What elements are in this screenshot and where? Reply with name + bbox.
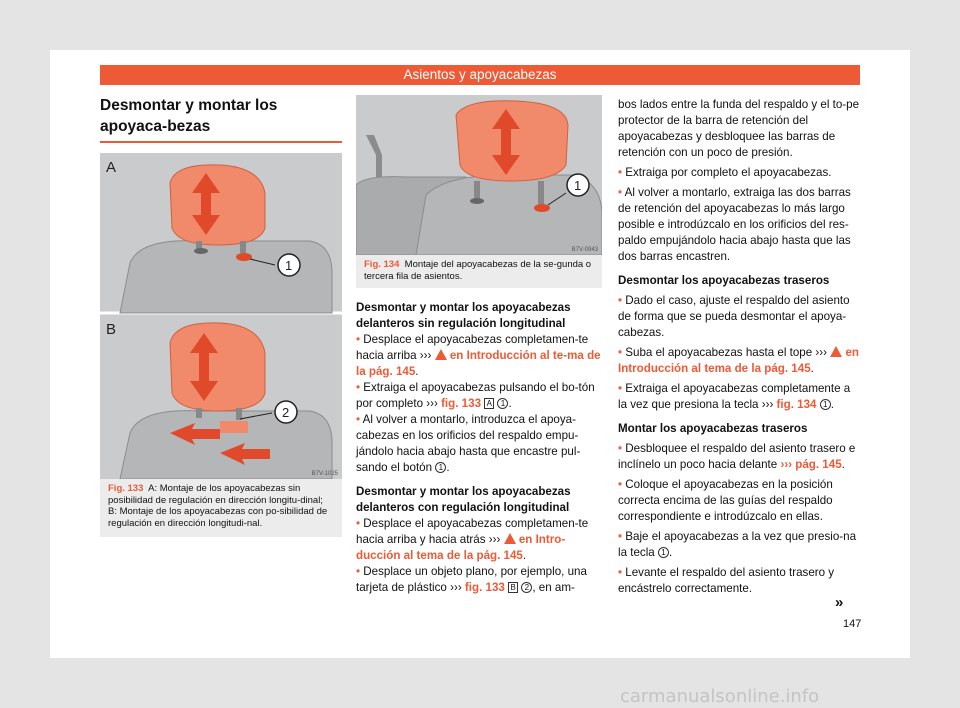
text: Extraiga el apoyacabezas pulsando el bo-tón por completo ››› bbox=[356, 381, 595, 410]
item-number: 1 bbox=[435, 462, 446, 473]
paragraph bbox=[618, 293, 860, 341]
warning-icon bbox=[504, 533, 516, 544]
caption-text: Montaje del apoyacabezas de la se-gunda o tercera fila de asientos. bbox=[364, 259, 592, 282]
watermark: carmanualsonline.info bbox=[620, 686, 820, 707]
continue-mark: » bbox=[835, 594, 844, 611]
warning-icon bbox=[830, 346, 842, 357]
bullet: • bbox=[356, 517, 364, 530]
text: Extraiga el apoyacabezas completamente a la vez que presiona la tecla ››› bbox=[618, 382, 851, 411]
text: Al volver a montarlo, extraiga las dos barras de retención del apoyacabezas lo más largo posible e introdúzcalo en los orificios del res-paldo empujándolo hacia abajo hasta que las dos barras encastren. bbox=[618, 186, 851, 263]
bullet: • bbox=[618, 186, 625, 199]
bullet: • bbox=[356, 333, 364, 346]
paragraph: • Extraiga el apoyacabezas pulsando el bo-tón por completo ››› fig. 133 A 1 . bbox=[356, 381, 595, 410]
subheading-montar-traseros: Montar los apoyacabezas traseros bbox=[618, 422, 808, 435]
text: , en am- bbox=[532, 581, 575, 594]
text: Extraiga por completo el apoyacabezas. bbox=[625, 166, 832, 179]
bullet: • bbox=[356, 565, 364, 578]
figure-part-label: B bbox=[508, 582, 518, 593]
bullet: • bbox=[618, 346, 626, 359]
bullet: • bbox=[618, 294, 626, 307]
paragraph bbox=[618, 477, 860, 525]
text: Al volver a montarlo, introduzca el apoya-cabezas en los orificios del respaldo empu-jándolo hacia abajo hasta que encastre pul-sando el botón bbox=[356, 413, 581, 474]
title-rule bbox=[100, 141, 342, 143]
warning-icon bbox=[435, 349, 447, 360]
page-link[interactable]: ››› pág. 145 bbox=[780, 458, 842, 471]
cross-reference-link[interactable]: en Intro-ducción al tema de la pág. 145 bbox=[356, 533, 566, 562]
paragraph: • Al volver a montarlo, introduzca el apoya-cabezas en los orificios del respaldo empu-jándolo hacia abajo hasta que encastre pul-sando el botón 1 . bbox=[356, 413, 581, 474]
paragraph: • Desbloquee el respaldo del asiento trasero e inclínelo un poco hacia delante ››› pág. 145. bbox=[618, 442, 856, 471]
item-number: 1 bbox=[820, 399, 831, 410]
paragraph bbox=[618, 165, 860, 181]
bullet: • bbox=[618, 442, 626, 455]
cross-reference-link[interactable]: en Introducción al tema de la pág. 145 bbox=[618, 346, 860, 375]
paragraph: • Desplace el apoyacabezas completamen-te hacia arriba y hacia atrás ››› en Intro-ducción al tema de la pág. 145. bbox=[356, 517, 589, 562]
column-right bbox=[618, 97, 860, 597]
text: Levante el respaldo del asiento trasero y encástrelo correctamente. bbox=[618, 566, 835, 595]
bullet: • bbox=[618, 478, 626, 491]
text: Desplace un objeto plano, por ejemplo, una tarjeta de plástico ››› bbox=[356, 565, 587, 594]
subheading-con-regulacion: Desmontar y montar los apoyacabezas delanteros con regulación longitudinal bbox=[356, 485, 571, 514]
paragraph: • Extraiga el apoyacabezas completamente a la vez que presiona la tecla ››› fig. 134 1 . bbox=[618, 382, 851, 411]
caption-text: A: Montaje de los apoyacabezas sin posibilidad de regulación en dirección longitu-dinal; B: Montaje de los apoyacabezas con po-sibilidad de regulación en dirección longitudi-nal. bbox=[108, 483, 328, 529]
paragraph: • Desplace el apoyacabezas completamen-te hacia arriba ››› en Introducción al te-ma de la pág. 145. bbox=[356, 333, 601, 378]
bullet: • bbox=[356, 381, 364, 394]
text: Coloque el apoyacabezas en la posición correcta encima de las guías del respaldo correspondiente e introdúzcalo en ellas. bbox=[618, 478, 833, 523]
figure-134-image bbox=[356, 95, 602, 255]
column-left bbox=[100, 95, 342, 537]
subheading-desmontar-traseros: Desmontar los apoyacabezas traseros bbox=[618, 274, 830, 287]
bullet: • bbox=[618, 166, 626, 179]
callout-2-b: 2 bbox=[282, 405, 290, 420]
chapter-header: Asientos y apoyacabezas bbox=[100, 65, 860, 85]
item-number: 2 bbox=[521, 582, 532, 593]
callout-1: 1 bbox=[574, 178, 582, 193]
column-middle bbox=[356, 95, 602, 596]
section-title: Desmontar y montar los apoyaca-bezas bbox=[100, 97, 278, 135]
figure-number: Fig. 134 bbox=[364, 259, 400, 270]
callout-1-a: 1 bbox=[285, 258, 293, 273]
page-number: 147 bbox=[843, 618, 862, 630]
figure-part-label: A bbox=[484, 398, 494, 409]
text: Baje el apoyacabezas a la vez que presio-na la tecla bbox=[618, 530, 857, 559]
figure-code: B7V-0943 bbox=[571, 247, 598, 253]
figure-link[interactable]: fig. 133 bbox=[464, 581, 505, 594]
text: Dado el caso, ajuste el respaldo del asiento de forma que se pueda desmontar el apoya-cabezas. bbox=[618, 294, 850, 339]
bullet: • bbox=[618, 530, 626, 543]
paragraph: • Baje el apoyacabezas a la vez que presio-na la tecla 1 . bbox=[618, 530, 857, 559]
paragraph: • Suba el apoyacabezas hasta el tope ››› en Introducción al tema de la pág. 145. bbox=[618, 346, 860, 375]
item-number: 1 bbox=[497, 398, 508, 409]
figure-133-image bbox=[100, 153, 342, 479]
text: Suba el apoyacabezas hasta el tope ››› bbox=[625, 346, 828, 359]
figure-code: B7V-1025 bbox=[311, 471, 338, 477]
paragraph bbox=[356, 564, 602, 596]
figure-133-caption bbox=[100, 479, 342, 537]
subheading-sin-regulacion: Desmontar y montar los apoyacabezas delanteros sin regulación longitudinal bbox=[356, 301, 571, 330]
text: Desplace el apoyacabezas completamen-te hacia arriba ››› bbox=[356, 333, 589, 362]
paragraph bbox=[618, 185, 860, 265]
figure-label-a: A bbox=[106, 159, 117, 176]
text: Desplace el apoyacabezas completamen-te hacia arriba y hacia atrás ››› bbox=[356, 517, 589, 546]
figure-link[interactable]: fig. 134 bbox=[776, 398, 817, 411]
paragraph: bos lados entre la funda del respaldo y el to-pe protector de la barra de retención del apoyacabezas y desbloquee las barras de retención con un poco de presión. bbox=[618, 98, 860, 159]
headrest-front-illustration bbox=[100, 153, 342, 479]
figure-number: Fig. 133 bbox=[108, 483, 144, 494]
cross-reference-link[interactable]: en Introducción al te-ma de la pág. 145 bbox=[356, 349, 601, 378]
headrest-rear-illustration bbox=[356, 95, 602, 255]
bullet: • bbox=[356, 413, 363, 426]
figure-link[interactable]: fig. 133 bbox=[441, 397, 482, 410]
paragraph bbox=[618, 565, 860, 597]
item-number: 1 bbox=[658, 547, 669, 558]
figure-134-caption bbox=[356, 255, 602, 288]
bullet: • bbox=[618, 382, 626, 395]
bullet: • bbox=[618, 566, 626, 579]
figure-label-b: B bbox=[106, 321, 117, 338]
text: Desbloquee el respaldo del asiento trasero e inclínelo un poco hacia delante bbox=[618, 442, 856, 471]
